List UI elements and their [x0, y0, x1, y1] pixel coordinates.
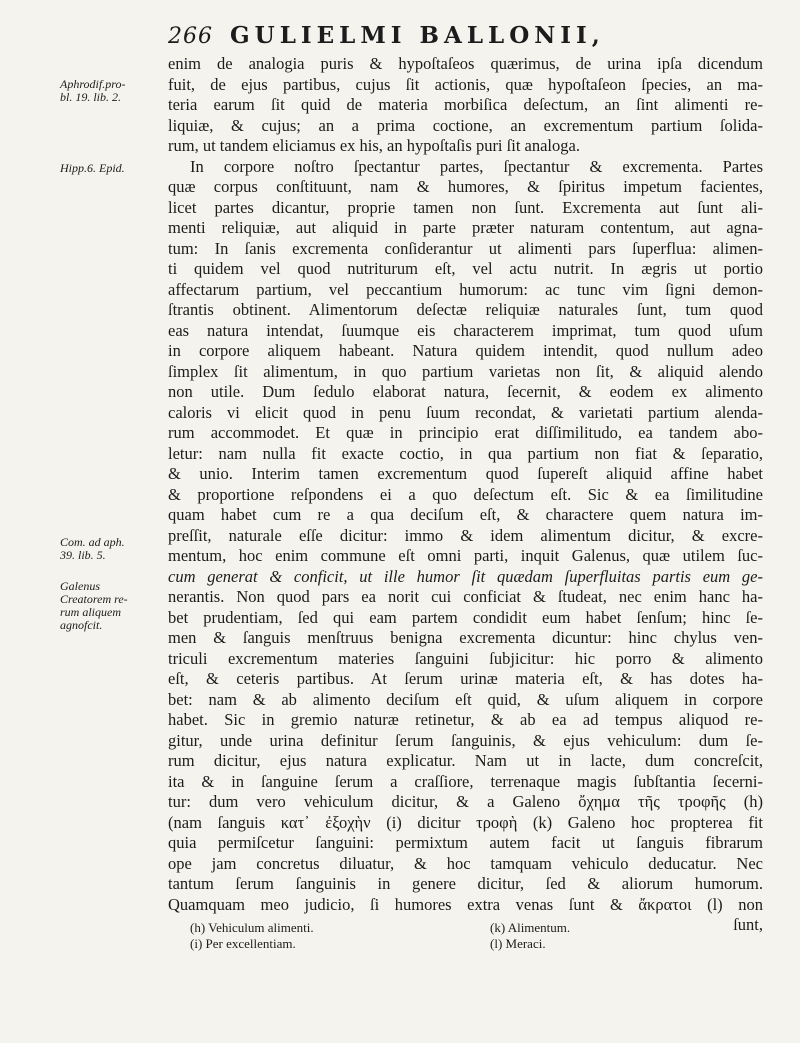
text-line: letur: nam nulla fit exacte coctio, in qua partium non fiat & ſeparatio,: [168, 443, 763, 463]
text-line: quia permiſcetur ſanguini: permixtum autem facit ut ſanguis fibrarum: [168, 833, 763, 852]
text-line: quæ corpus conſtituunt, nam & humores, & ſpiritus impetum facientes,: [168, 177, 763, 196]
text-line: triculi excrementum materies ſanguini ſubjicitur: hic porro & alimento: [168, 648, 763, 668]
text-line: bet prudentiam, ſed qui eam partem condidit eum habet ſenſum; hinc ſe-: [168, 607, 763, 627]
text-line: ſtrantis obtinent. Alimentorum deſectæ reliquiæ naturales ſunt, tum quod: [168, 300, 763, 319]
text-line: menti reliquiæ, aut aliquid in parte præter naturam contentum, aut agna-: [168, 218, 763, 237]
text-line: caloris vi elicit quod in penu ſuum recondat, & varietati partium alenda-: [168, 402, 763, 422]
text-line: habet. Sic in gremio naturæ retinetur, & ab ea ad tempus aliquod re-: [168, 710, 763, 729]
text-line: tur: dum vero vehiculum dicitur, & a Galeno ὄχημα τῆς τροφῆς (h): [168, 792, 763, 811]
text-line: & unio. Interim tamen excrementum quod ſupereſt aliquid affine habet: [168, 464, 763, 483]
footnote-k: (k) Alimentum.: [490, 920, 571, 935]
text-line: ti quidem vel quod nutriturum eſt, vel actu nutrit. In ægris ut portio: [168, 259, 763, 278]
text-line: enim de analogia puris & hypoſtaſeos quærimus, de urina ipſa dicendum: [168, 54, 763, 73]
text-line: rum accommodet. Et quæ in principio erat diſſimilitudo, ea tandem abo-: [168, 423, 763, 442]
text-line: (nam ſanguis κατ᾽ ἐξοχὴν (i) dicitur τροφὴ (k) Galeno hoc propterea fit: [168, 812, 763, 832]
text-line: In corpore noſtro ſpectantur partes, ſpectantur & excrementa. Partes: [190, 156, 763, 176]
text-line: eas natura intendat, ſuumque eis characterem imprimat, tum quod uſum: [168, 320, 763, 340]
text-line: quam habet cum re a qua deciſum eſt, & charactere quem natura im-: [168, 505, 763, 524]
text-line: tum: In ſanis excrementa conſiderantur ut alimenti pars ſuperflua: alimen-: [168, 238, 763, 258]
text-line: rum dicitur, ejus natura explicatur. Nam ut in lacte, dum concreſcit,: [168, 751, 763, 770]
text-line: men & ſanguis menſtruus benigna excrementa dicuntur: hinc chylus ven-: [168, 628, 763, 647]
text-line: mentum, hoc enim commune eſt omni parti, inquit Galenus, quæ utilem ſuc-: [168, 546, 763, 565]
text-line: eſt, & ceteris partibus. At ſerum urinæ materia eſt, & has dotes ha-: [168, 669, 763, 688]
text-line: tantum ſerum ſanguinis in genere dicitur, ſed & aliorum humorum.: [168, 874, 763, 893]
text-line: Quamquam meo judicio, ſi humores extra venas ſunt & ἄκρατοι (l) non: [168, 894, 763, 914]
text-line: ope jam concretus diluatur, & hoc tamquam vehiculo deducatur. Nec: [168, 853, 763, 873]
margin-note-hippocrates: Hipp.6. Epid.: [60, 161, 125, 175]
footnotes-left-column: [190, 920, 470, 952]
footnote-i: (i) Per excellentiam.: [190, 936, 296, 951]
text-line: ita & in ſanguine ſerum a craſſiore, terrenaque magis ſubſtantia ſecerni-: [168, 771, 763, 791]
text-line: liquiæ, & cujus; an a prima coctione, an excrementum partium ſolida-: [168, 115, 763, 135]
text-line: fuit, de ejus partibus, cujus ſit actionis, quæ hypoſtaſeon ſpecies, an ma-: [168, 74, 763, 94]
page-number: 266: [168, 24, 213, 49]
text-line: nerantis. Non quod pars ea norit cui conficiat & ſtudeat, nec enim hanc ha-: [168, 587, 763, 606]
text-line: gitur, unde urina definitur ſerum ſanguinis, & ejus vehiculum: dum ſe-: [168, 730, 763, 750]
margin-note-galenus: Galenus Creatorem re- rum aliquem agnofcit.: [60, 579, 128, 632]
text-line: bet: nam & ab alimento deciſum eſt quid, & uſum aliquem in corpore: [168, 689, 763, 709]
footnotes-right-column: [490, 920, 770, 952]
footnote-l: (l) Meraci.: [490, 936, 546, 951]
text-line: non utile. Dum ſedulo elaborat natura, ſecernit, & eodem ex alimento: [168, 382, 763, 401]
text-line: in corpore aliquem habeant. Natura quidem intendit, quod nullum adeo: [168, 341, 763, 360]
text-line: preſſit, naturale eſſe dicitur: immo & idem alimentum dicitur, & excre-: [168, 525, 763, 545]
main-text: [168, 54, 763, 936]
footnote-h: (h) Vehiculum alimenti.: [190, 920, 314, 935]
running-title: GULIELMI BALLONII,: [230, 22, 605, 49]
text-line: ſunt,: [733, 915, 763, 934]
margin-note-commentary: Com. ad aph. 39. lib. 5.: [60, 535, 125, 562]
text-line: licet partes dicantur, proprie tamen non ſunt. Excrementa aut ſunt ali-: [168, 197, 763, 217]
text-line: teria earum ſit quid de materia morbiſica deſectum, an ſint alimenti re-: [168, 95, 763, 114]
text-line: rum, ut tandem eliciamus ex his, an hypoſtaſis puri ſit analoga.: [168, 136, 580, 155]
text-line: ſimplex ſit alimentum, in quo partium varietas non ſit, & aliquid alendo: [168, 361, 763, 381]
text-line: cum generat & conficit, ut ille humor ſit quædam ſuperfluitas partis eum ge-: [168, 566, 763, 586]
page-header: [168, 22, 638, 54]
text-line: & proportione reſpondens ei a quo deſectum eſt. Sic & ea ſimilitudine: [168, 484, 763, 504]
text-line: affectarum partium, vel peccantium humorum: ac tunc vim ſigni demon-: [168, 279, 763, 299]
margin-note-aphrodisius: Aphrodif.pro- bl. 19. lib. 2.: [60, 77, 126, 104]
